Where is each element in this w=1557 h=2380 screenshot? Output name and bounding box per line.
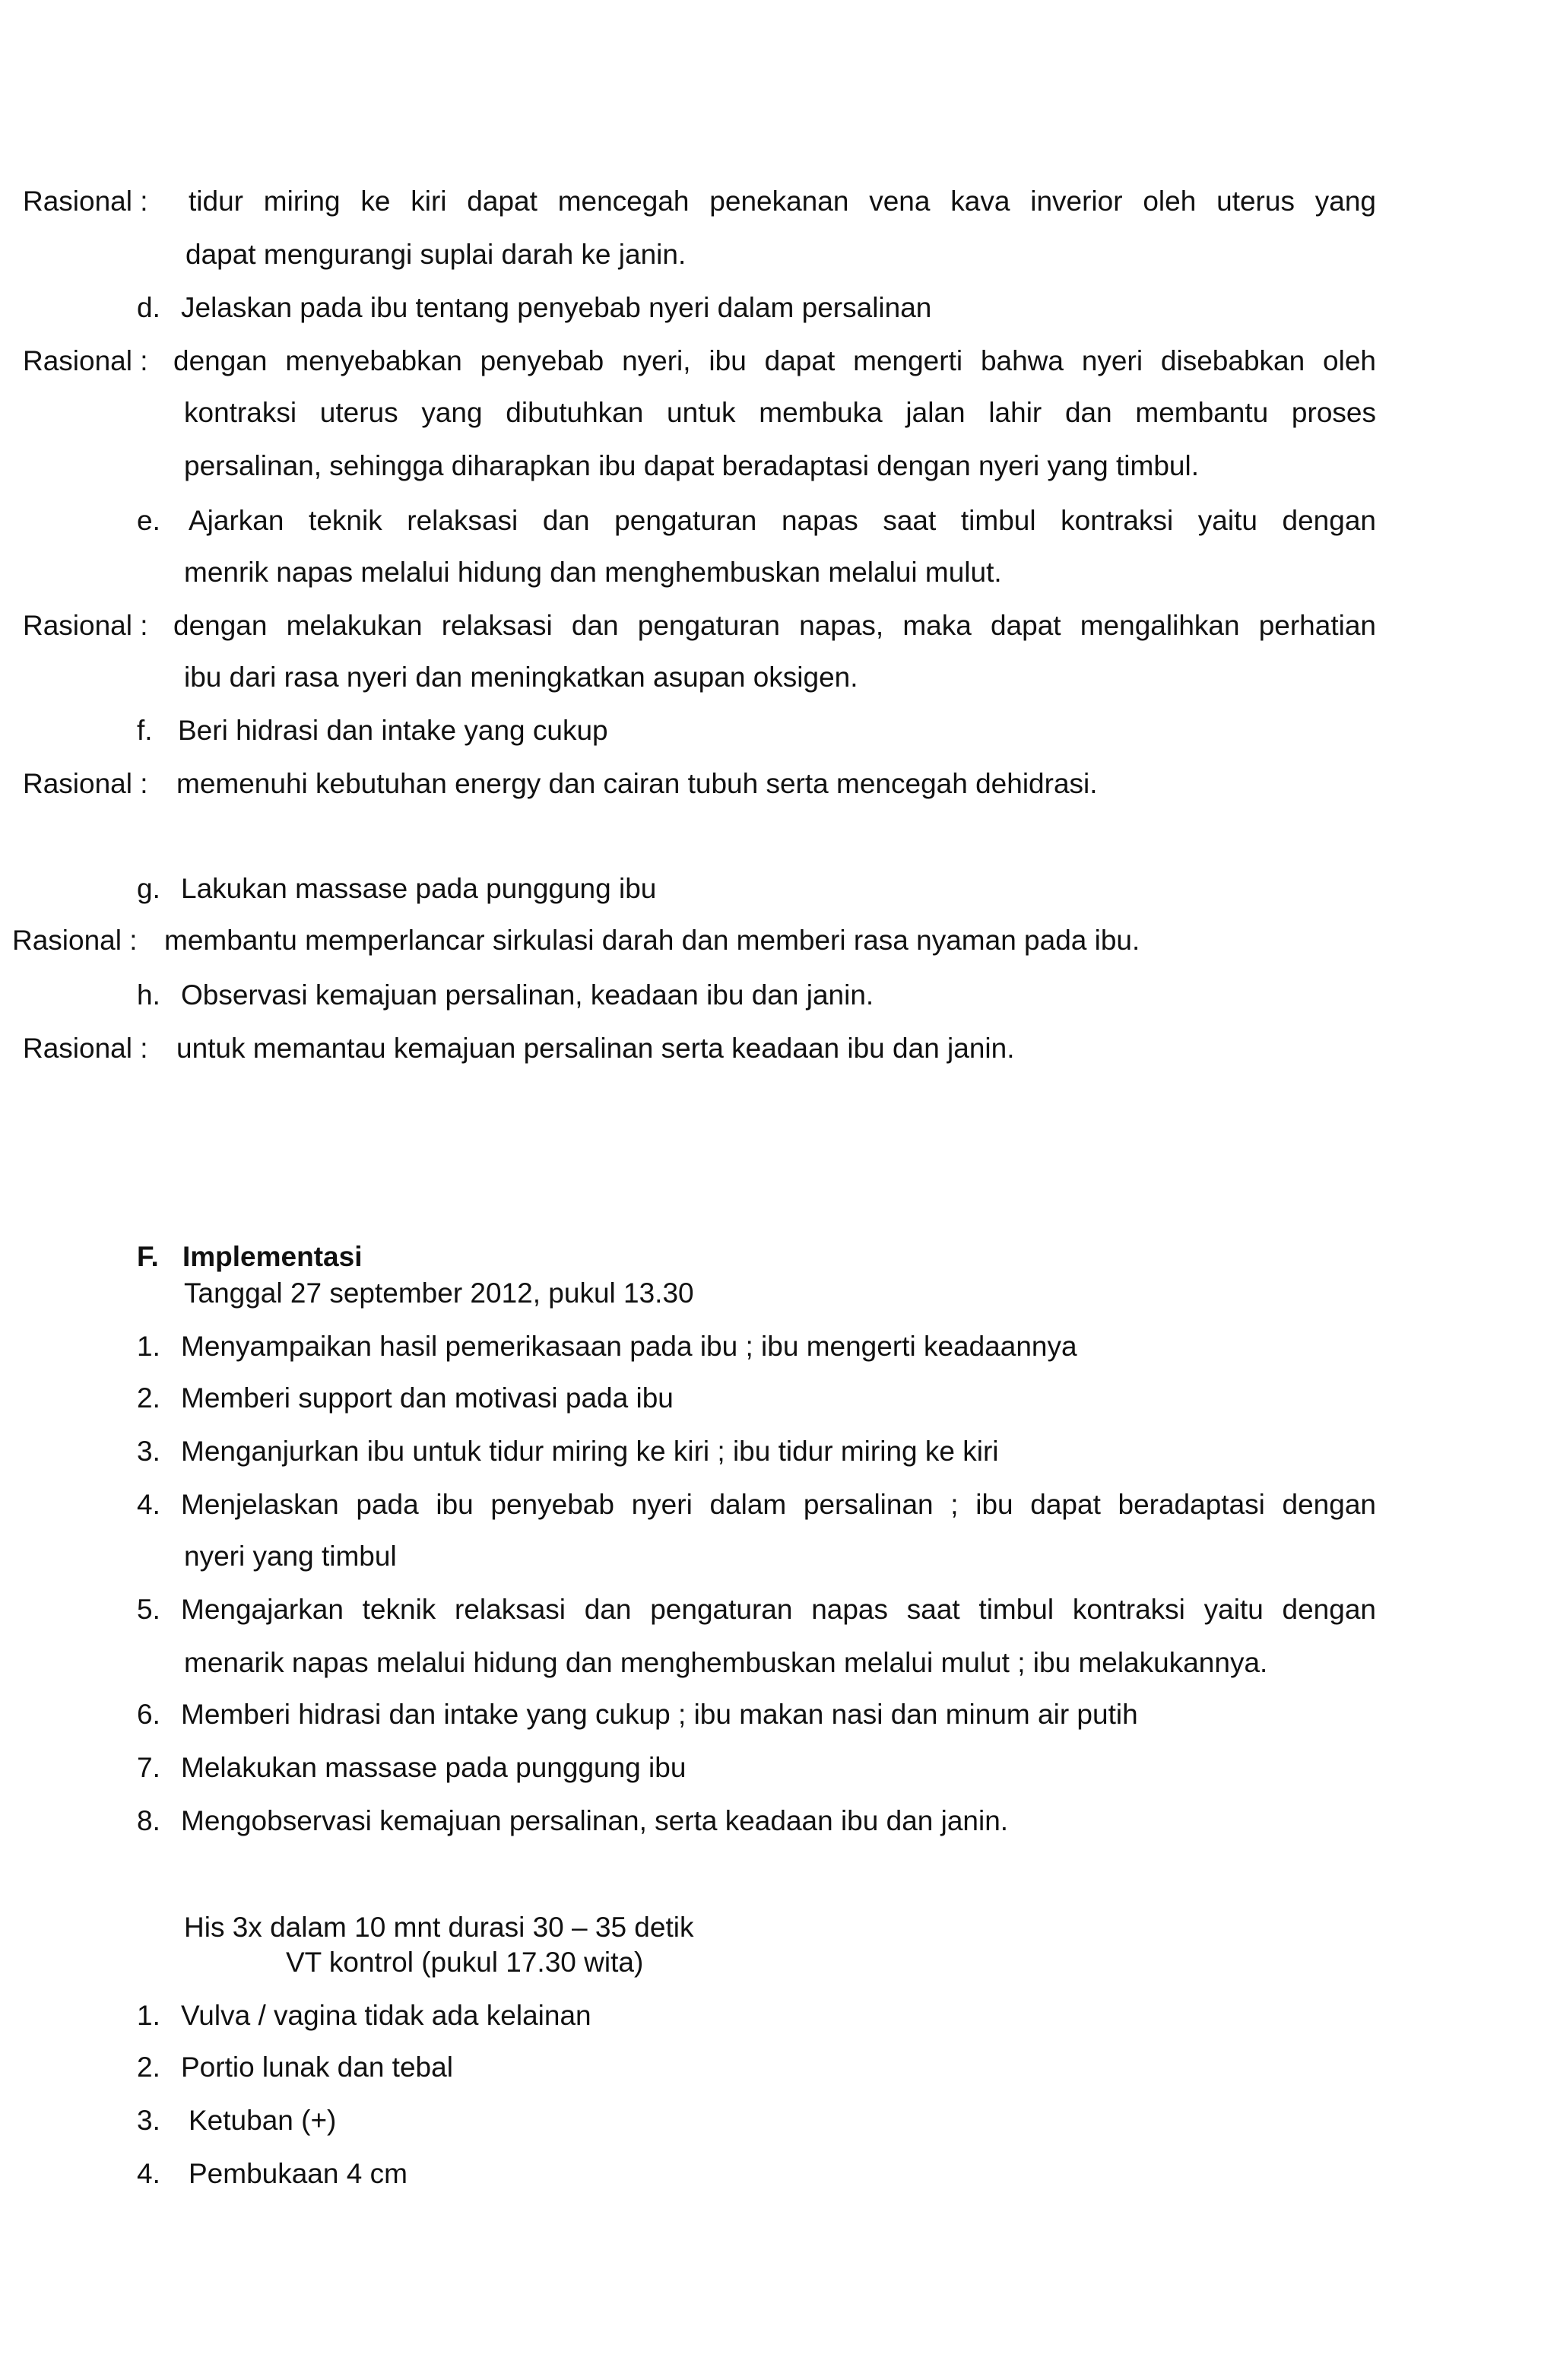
- item-marker: e.: [137, 505, 160, 536]
- section-marker: F.: [137, 1241, 159, 1272]
- intervention-text: Ajarkan teknik relaksasi dan pengaturan napas saat timbul kontraksi yaitu dengan: [189, 505, 1376, 536]
- rasional-label: Rasional :: [23, 186, 148, 217]
- implementation-item: Menyampaikan hasil pemerikasaan pada ibu ; ibu mengerti keadaannya: [181, 1331, 1077, 1362]
- vt-kontrol-heading: VT kontrol (pukul 17.30 wita): [286, 1947, 644, 1978]
- implementation-item: Melakukan massase pada punggung ibu: [181, 1752, 687, 1783]
- implementation-item: Mengobservasi kemajuan persalinan, serta keadaan ibu dan janin.: [181, 1805, 1009, 1836]
- rasional-text: memenuhi kebutuhan energy dan cairan tubuh serta mencegah dehidrasi.: [176, 768, 1098, 799]
- implementation-item: nyeri yang timbul: [184, 1541, 397, 1572]
- list-number: 3.: [137, 2105, 160, 2136]
- list-number: 8.: [137, 1805, 160, 1836]
- list-number: 7.: [137, 1752, 160, 1783]
- implementation-item: Memberi hidrasi dan intake yang cukup ; ibu makan nasi dan minum air putih: [181, 1699, 1138, 1730]
- list-number: 5.: [137, 1594, 160, 1625]
- rasional-text: dengan menyebabkan penyebab nyeri, ibu dapat mengerti bahwa nyeri disebabkan oleh: [173, 345, 1376, 376]
- his-note: His 3x dalam 10 mnt durasi 30 – 35 detik: [184, 1912, 694, 1943]
- rasional-text: persalinan, sehingga diharapkan ibu dapat beradaptasi dengan nyeri yang timbul.: [184, 450, 1199, 481]
- rasional-label: Rasional :: [23, 768, 148, 799]
- list-number: 2.: [137, 1382, 160, 1414]
- rasional-text: membantu memperlancar sirkulasi darah dan memberi rasa nyaman pada ibu.: [164, 925, 1140, 956]
- implementation-item: Menjelaskan pada ibu penyebab nyeri dalam persalinan ; ibu dapat beradaptasi dengan: [181, 1489, 1376, 1520]
- rasional-text: ibu dari rasa nyeri dan meningkatkan asupan oksigen.: [184, 662, 858, 693]
- rasional-text: untuk memantau kemajuan persalinan serta keadaan ibu dan janin.: [176, 1033, 1015, 1064]
- rasional-text: dapat mengurangi suplai darah ke janin.: [186, 239, 687, 270]
- intervention-text: Observasi kemajuan persalinan, keadaan ibu dan janin.: [181, 979, 874, 1011]
- implementation-date: Tanggal 27 september 2012, pukul 13.30: [184, 1277, 694, 1309]
- list-number: 4.: [137, 2158, 160, 2189]
- list-number: 4.: [137, 1489, 160, 1520]
- list-number: 1.: [137, 1331, 160, 1362]
- list-number: 6.: [137, 1699, 160, 1730]
- intervention-text: Jelaskan pada ibu tentang penyebab nyeri dalam persalinan: [181, 292, 932, 323]
- rasional-text: kontraksi uterus yang dibutuhkan untuk membuka jalan lahir dan membantu proses: [184, 397, 1376, 428]
- vt-finding: Portio lunak dan tebal: [181, 2052, 453, 2083]
- list-number: 2.: [137, 2052, 160, 2083]
- rasional-text: dengan melakukan relaksasi dan pengaturan napas, maka dapat mengalihkan perhatian: [173, 610, 1376, 641]
- item-marker: h.: [137, 979, 160, 1011]
- rasional-label: Rasional :: [12, 925, 138, 956]
- item-marker: f.: [137, 715, 153, 746]
- intervention-text: Lakukan massase pada punggung ibu: [181, 873, 657, 904]
- implementation-item: Memberi support dan motivasi pada ibu: [181, 1382, 674, 1414]
- list-number: 3.: [137, 1436, 160, 1467]
- implementation-item: Mengajarkan teknik relaksasi dan pengaturan napas saat timbul kontraksi yaitu dengan: [181, 1594, 1376, 1625]
- vt-finding: Pembukaan 4 cm: [189, 2158, 407, 2189]
- vt-finding: Ketuban (+): [189, 2105, 337, 2136]
- intervention-text: menrik napas melalui hidung dan menghembuskan melalui mulut.: [184, 557, 1002, 588]
- implementation-item: menarik napas melalui hidung dan menghembuskan melalui mulut ; ibu melakukannya.: [184, 1647, 1268, 1678]
- rasional-text: tidur miring ke kiri dapat mencegah penekanan vena kava inverior oleh uterus yang: [189, 186, 1376, 217]
- item-marker: d.: [137, 292, 160, 323]
- vt-finding: Vulva / vagina tidak ada kelainan: [181, 2000, 591, 2031]
- rasional-label: Rasional :: [23, 1033, 148, 1064]
- list-number: 1.: [137, 2000, 160, 2031]
- rasional-label: Rasional :: [23, 345, 148, 376]
- item-marker: g.: [137, 873, 160, 904]
- section-heading: Implementasi: [182, 1241, 363, 1272]
- rasional-label: Rasional :: [23, 610, 148, 641]
- intervention-text: Beri hidrasi dan intake yang cukup: [178, 715, 608, 746]
- implementation-item: Menganjurkan ibu untuk tidur miring ke kiri ; ibu tidur miring ke kiri: [181, 1436, 999, 1467]
